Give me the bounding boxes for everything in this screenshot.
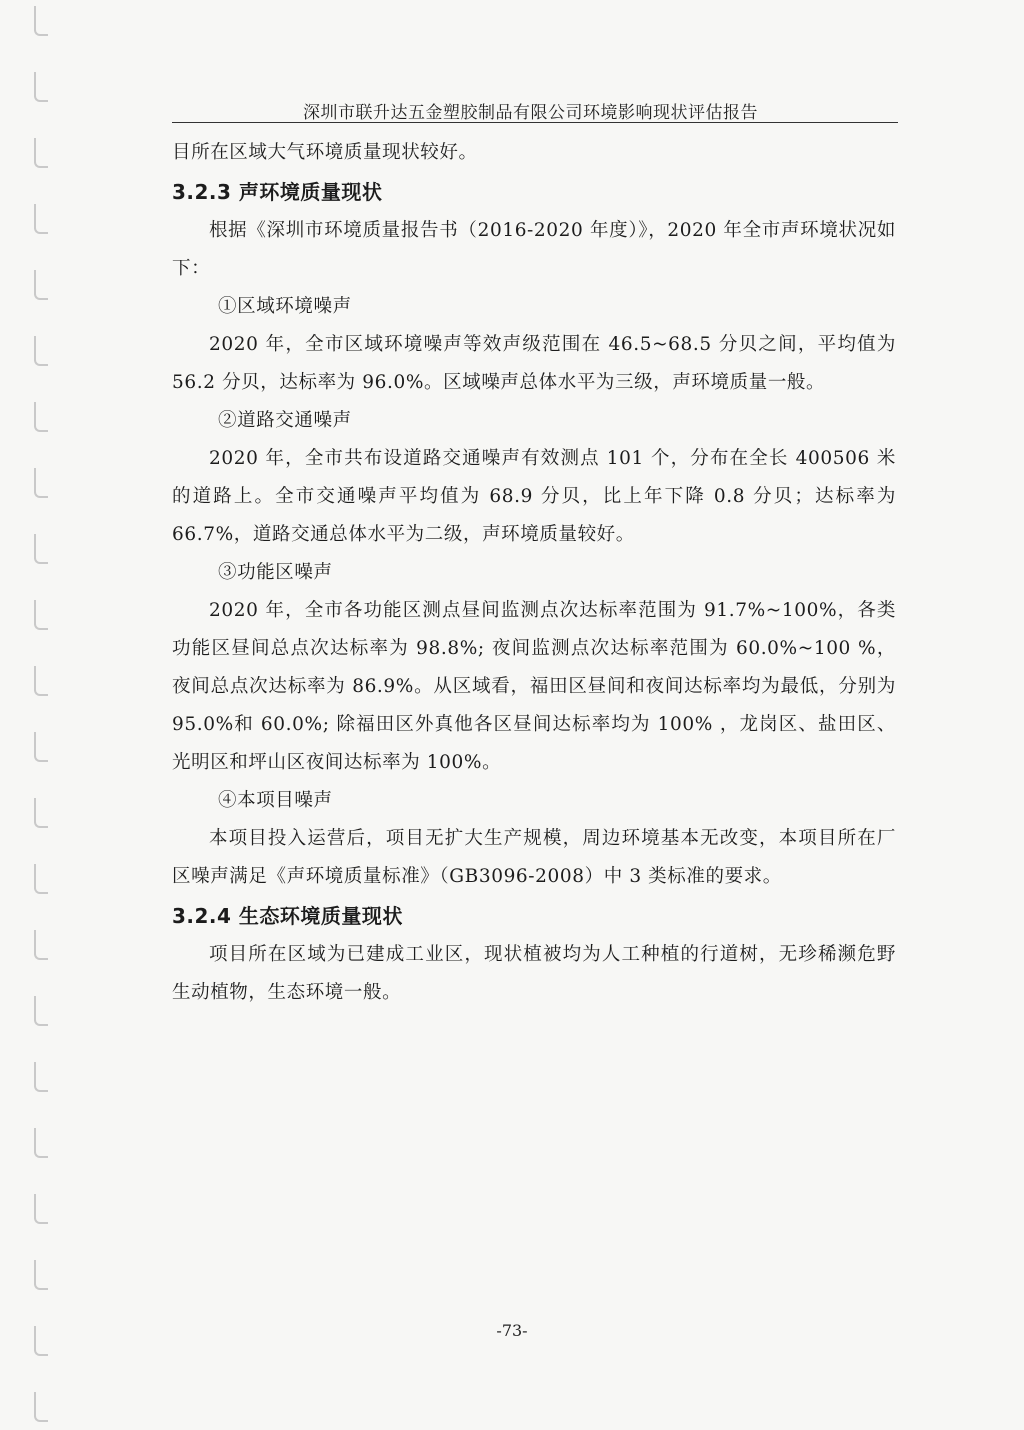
subsection-title-regional-noise: ①区域环境噪声 [218,296,352,317]
paragraph-regional-noise: 2020 年，全市区域环境噪声等效声级范围在 46.5~68.5 分贝之间，平均值为 56.2 分贝，达标率为 96.0%。区域噪声总体水平为三级，声环境质量一般。 [172,334,896,393]
paragraph-road-traffic-noise: 2020 年，全市共布设道路交通噪声有效测点 101 个，分布在全长 400506 米的道路上。全市交通噪声平均值为 68.9 分贝，比上年下降 0.8 分贝；达标率为 66.7%，道路交通总体水平为二级，声环境质量较好。 [172,448,896,545]
binding-hole [34,996,48,1026]
subsection-title-functional-zone-noise: ③功能区噪声 [218,562,333,583]
binding-hole [34,534,48,564]
binding-hole [34,72,48,102]
section-intro: 根据《深圳市环境质量报告书（2016-2020 年度）》，2020 年全市声环境状况如下： [172,220,896,279]
binding-hole [34,270,48,300]
subsection-title-road-traffic-noise: ②道路交通噪声 [218,410,352,431]
binding-hole [34,798,48,828]
paragraph-functional-zone-noise: 2020 年，全市各功能区测点昼间监测点次达标率范围为 91.7%~100%，各类功能区昼间总点次达标率为 98.8%; 夜间监测点次达标率范围为 60.0%~100 %，夜间总点次达标率为 86.9%。从区域看，福田区昼间和夜间达标率均为最低，分别为 95.0%和 60.0%; 除福田区外真他各区昼间达标率均为 100% ，龙岗区、盐田区、光明区和坪山区夜间达标率为 100%。 [172,600,896,773]
binding-hole [34,204,48,234]
section-heading-3-2-3: 3.2.3 声环境质量现状 [172,180,383,204]
binding-hole [34,732,48,762]
binding-hole [34,138,48,168]
binding-hole [34,864,48,894]
document-body [172,134,896,1012]
paragraph-ecological-environment: 项目所在区域为已建成工业区，现状植被均为人工种植的行道树，无珍稀濒危野生动植物，生态环境一般。 [172,944,896,1003]
binding-hole [34,930,48,960]
binding-hole [34,1260,48,1290]
binding-hole [34,600,48,630]
page-header [172,98,898,123]
binding-margin [28,0,58,1430]
paragraph-continued: 目所在区域大气环境质量现状较好。 [172,142,478,163]
section-heading-3-2-4: 3.2.4 生态环境质量现状 [172,904,403,928]
header-title: 深圳市联升达五金塑胶制品有限公司环境影响现状评估报告 [303,103,758,123]
binding-hole [34,666,48,696]
binding-hole [34,6,48,36]
paragraph-project-noise: 本项目投入运营后，项目无扩大生产规模，周边环境基本无改变，本项目所在厂区噪声满足《声环境质量标准》（GB3096-2008）中 3 类标准的要求。 [172,828,896,887]
binding-hole [34,468,48,498]
page-number: -73- [496,1321,528,1340]
binding-hole [34,402,48,432]
binding-hole [34,1392,48,1422]
binding-hole [34,1128,48,1158]
subsection-title-project-noise: ④本项目噪声 [218,790,333,811]
binding-hole [34,336,48,366]
binding-hole [34,1194,48,1224]
binding-hole [34,1062,48,1092]
